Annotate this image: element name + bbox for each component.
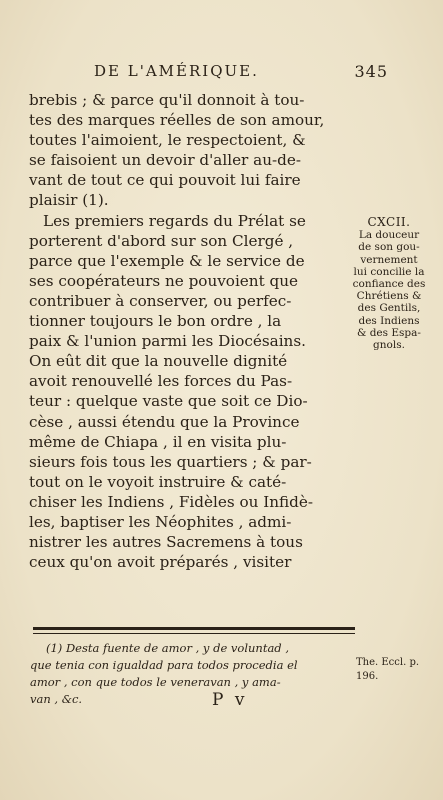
footnote-line: amor , con que todos le veneravan , y ama- bbox=[30, 675, 281, 689]
margin-note-line: lui concilie la bbox=[353, 265, 425, 278]
text-line: sieurs fois tous les quartiers ; & par- bbox=[29, 452, 312, 471]
text-line: tes des marques réelles de son amour, bbox=[29, 111, 325, 130]
margin-note bbox=[344, 216, 434, 351]
margin-note-line: La douceur bbox=[358, 229, 420, 242]
running-header bbox=[58, 62, 388, 82]
signature-mark: P v bbox=[212, 690, 248, 710]
margin-note-line: & des Espa- bbox=[357, 326, 421, 339]
text-line: plaisir (1). bbox=[29, 191, 109, 210]
text-line: brebis ; & parce qu'il donnoit à tou- bbox=[29, 91, 305, 109]
footnote-source-line: The. Eccl. p. bbox=[356, 657, 420, 668]
text-line: toutes l'aimoient, le respectoient, & bbox=[29, 131, 306, 150]
text-line: teur : quelque vaste que soit ce Dio- bbox=[29, 392, 308, 411]
text-line: tionner toujours le bon ordre , la bbox=[29, 312, 282, 331]
text-line: se faisoient un devoir d'aller au-de- bbox=[29, 151, 301, 170]
text-line: tout on le voyoit instruire & caté- bbox=[29, 472, 287, 491]
text-line: vant de tout ce qui pouvoit lui faire bbox=[29, 171, 301, 190]
margin-note-line: Chrétiens & bbox=[356, 290, 422, 303]
text-line: même de Chiapa , il en visita plu- bbox=[29, 432, 287, 451]
text-line: porterent d'abord sur son Clergé , bbox=[29, 231, 294, 250]
running-title: DE L'AMÉRIQUE. bbox=[94, 62, 259, 80]
text-line: les, baptiser les Néophites , admi- bbox=[29, 512, 292, 531]
footnote bbox=[30, 640, 360, 708]
body-text bbox=[29, 90, 354, 572]
text-line: Les premiers regards du Prélat se bbox=[43, 211, 306, 230]
text-line: chiser les Indiens , Fidèles ou Infidè- bbox=[29, 492, 313, 511]
margin-note-line: des Indiens bbox=[358, 314, 420, 327]
text-line: On eût dit que la nouvelle dignité bbox=[29, 352, 288, 371]
text-line: parce que l'exemple & le service de bbox=[29, 251, 305, 270]
footnote-line: (1) Desta fuente de amor , y de voluntad , bbox=[46, 641, 289, 655]
footnote-line: van , &c. bbox=[30, 692, 83, 706]
margin-note-line: des Gentils, bbox=[357, 302, 421, 315]
footnote-source-line: 196. bbox=[356, 671, 379, 682]
margin-note-line: de son gou- bbox=[358, 241, 420, 254]
margin-note-line: gnols. bbox=[373, 339, 405, 352]
margin-note-line: vernement bbox=[360, 253, 418, 266]
text-line: contribuer à conserver, ou perfec- bbox=[29, 291, 292, 310]
footnote-rule bbox=[33, 627, 355, 630]
footnote-source bbox=[356, 656, 442, 684]
margin-note-number: CXCII. bbox=[367, 215, 411, 229]
text-line: nistrer les autres Sacremens à tous bbox=[29, 533, 303, 552]
margin-note-line: confiance des bbox=[352, 278, 426, 291]
text-line: cèse , aussi étendu que la Province bbox=[29, 412, 300, 431]
text-line: ceux qu'on avoit préparés , visiter bbox=[29, 553, 292, 572]
text-line: ses coopérateurs ne pouvoient que bbox=[29, 271, 298, 290]
text-line: avoit renouvellé les forces du Pas- bbox=[29, 372, 293, 391]
text-line: paix & l'union parmi les Diocésains. bbox=[29, 332, 306, 351]
footnote-rule-thin bbox=[33, 633, 355, 634]
footnote-line: que tenia con igualdad para todos procedia el bbox=[30, 658, 298, 672]
page-number: 345 bbox=[354, 62, 388, 81]
